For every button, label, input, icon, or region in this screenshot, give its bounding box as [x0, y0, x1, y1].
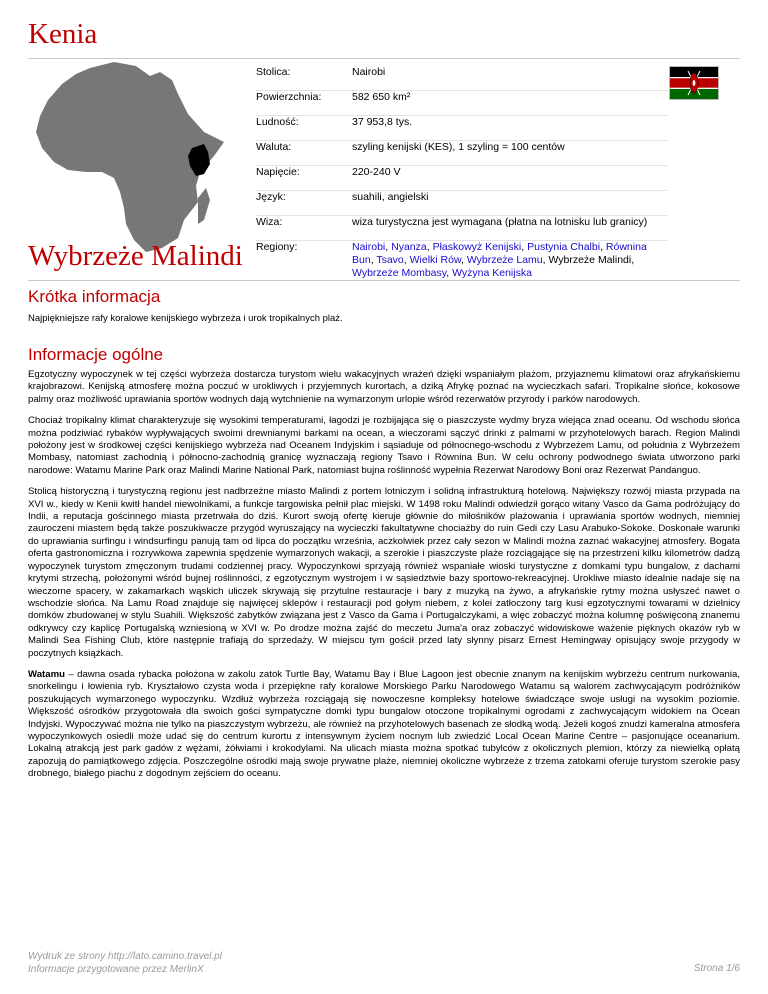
- footer-author-line: Informacje przygotowane przez MerlinX: [28, 964, 204, 975]
- region-link: Wybrzeże Malindi: [548, 254, 632, 266]
- fact-row: [256, 141, 668, 166]
- footer-source-line: Wydruk ze strony http://lato.camino.travel.pl: [28, 951, 222, 962]
- fact-label: Ludność:: [256, 116, 299, 128]
- footer-source: [28, 950, 222, 976]
- fact-label: Napięcie:: [256, 166, 300, 178]
- fact-label: Stolica:: [256, 66, 291, 78]
- region-link[interactable]: Pustynia Chalbi: [527, 241, 601, 253]
- fact-value: 37 953,8 tys.: [352, 116, 413, 128]
- fact-value: 582 650 km²: [352, 91, 411, 103]
- short-info-text: Najpiękniejsze rafy koralowe kenijskiego wybrzeża i urok tropikalnych plaż.: [28, 313, 343, 324]
- country-facts-table: [256, 66, 668, 280]
- region-link[interactable]: Tsavo: [376, 254, 404, 266]
- place-title: Wybrzeże Malindi: [28, 240, 243, 272]
- regions-list: Nairobi, Nyanza, Płaskowyż Kenijski, Pustynia Chalbi, Równina Bun, Tsavo, Wielki Rów, Wybrzeże Lamu, Wybrzeże Malindi, Wybrzeże Mombasy, Wyżyna Kenijska: [352, 241, 647, 279]
- fact-value: 220-240 V: [352, 166, 401, 178]
- fact-label: Powierzchnia:: [256, 91, 322, 103]
- country-title: Kenia: [28, 18, 98, 50]
- fact-label: Regiony:: [256, 241, 298, 253]
- fact-label: Język:: [256, 191, 286, 203]
- paragraph-watamu: [28, 669, 740, 781]
- fact-value: wiza turystyczna jest wymagana (płatna na lotnisku lub granicy): [352, 216, 648, 228]
- fact-row: [256, 66, 668, 91]
- region-link[interactable]: Nyanza: [391, 241, 427, 253]
- fact-row: [256, 116, 668, 141]
- kenya-flag-icon: [669, 66, 719, 100]
- fact-value: szyling kenijski (KES), 1 szyling = 100 centów: [352, 141, 565, 153]
- footer-page-number: Strona 1/6: [693, 963, 740, 974]
- watamu-bold-label: Watamu: [28, 668, 65, 680]
- paragraph: Chociaż tropikalny klimat charakteryzuje się wysokimi temperaturami, łagodzi je rozbijająca się o piaszczyste wydmy bryza wiejąca znad oceanu. Od wschodu słońca można podziwiać rybaków wypływających swoimi drewnianymi barkami na ocean, a wieczorami sączyć drinki z palmami w przyhotelowych barach. Region Malindi położony jest w środkowej części kenijskiego wybrzeża nad Oceanem Indyjskim i sąsiaduje od północnego-wschodu z Wybrzeżem Lamu, od południa z Wybrzeżem Mombasy, natomiast zachodnią i północno-zachodnią granicę wyznaczają regiony Tsavo i Równina Bun. W celu ochrony podwodnego świata utworzono parki narodowe: Watamu Marine Park oraz Malindi Marine National Park, natomiast bujna roślinność wypełnia Rezerwat Narodowy Boni oraz Rezerwat Pandanguo.: [28, 415, 740, 476]
- watamu-text: – dawna osada rybacka położona w zakolu zatok Turtle Bay, Watamu Bay i Blue Lagoon jest obecnie znanym na kenijskim wybrzeżu centrum nurkowania, snorkelingu i łowienia ryb. Kryształowo czysta woda i przepiękne rafy koralowe Morskiego Parku Narodowego Watamu są walorem zachwycającym podróżników poszukujących wymarzonego wypoczynku. Wzdłuż wybrzeża rozciągają się nowoczesne kompleksy hotelowe świadczące swoje usługi na wysokim poziomie. Większość ośrodków przygotowała dla swoich gości sympatyczne domki typu bungalow otoczone tropikalnymi ogrodami z zachwycającym widokiem na Ocean Indyjski. Wypoczywać można nie tylko na piaszczystym wybrzeżu, ale również na przyhotelowych basenach ze słodką wodą. Jeżeli kogoś znudzi kameralna atmosfera wypoczynkowych osiedli może udać się do centrum kurortu z intensywnym życiem nocnym lub zwiedzić Local Ocean Marine Centre – pasjonujące oceanarium. Lokalną atrakcją jest park gadów z wężami, żółwiami i krokodylami. Na ulicach miasta można spotkać tubylców z okolicznych plemion, którzy za niewielką opłatą zapozują do pamiątkowego zdjęcia. Poszczególne ośrodki mają swoje prywatne plaże, niemniej okoliczne wybrzeże z trzema zatokami oferuje turystom szerokie pasy drobnego, białego piachu z dogodnym zejściem do oceanu.: [28, 668, 740, 780]
- paragraph: Egzotyczny wypoczynek w tej części wybrzeża dostarcza turystom wielu wakacyjnych wrażeń dzięki wspaniałym plażom, przyjaznemu klimatowi oraz afrykańskiemu krajobrazowi. Kenijską atmosferę można poczuć w urokliwych i przyjemnych kurortach, a dziką Afrykę poznać na wycieczkach safari. Tropikalne słońce, kokosowe palmy oraz możliwość uprawiania sportów wodnych dają wytchnienie na wymarzonym urlopie wśród rezerwatów przyrody i parków narodowych.: [28, 369, 740, 405]
- region-link[interactable]: Wybrzeże Mombasy: [352, 267, 447, 279]
- fact-row: [256, 191, 668, 216]
- region-link[interactable]: Wielki Rów: [409, 254, 461, 266]
- fact-row: [256, 216, 668, 241]
- region-link[interactable]: Wyżyna Kenijska: [452, 267, 532, 279]
- africa-map-icon: [28, 60, 238, 260]
- fact-value: Nairobi: [352, 66, 386, 78]
- fact-row-regions: [256, 241, 668, 281]
- general-info-body: [28, 369, 740, 790]
- region-link[interactable]: Równina Bun: [352, 241, 647, 266]
- region-link[interactable]: Nairobi: [352, 241, 386, 253]
- fact-label: Wiza:: [256, 216, 283, 228]
- place-divider: [28, 280, 740, 281]
- paragraph: Stolicą historyczną i turystyczną regionu jest nadbrzeżne miasto Malindi z portem lotniczym i solidną infrastrukturą hotelową. Największy rozwój miasta przypada na XVI w., kiedy w Kenii kwitł handel niewolnikami, a funkcje targowiska pełnił plac miejski. W 1498 roku Malindi odwiedził gorąco witany Vasco da Gama podróżujący do Indii, a reputacja gościnnego miasta przetrwała do dziś. Kurort swoją ofertę kieruje głównie do miłośników plażowania i uprawiania sportów wodnych, niemniej zauroczeni miastem będą także poszukiwacze przygód wyruszający na wycieczki fakultatywne chociażby do ruin Gedi czy Lasu Arabuko-Sokoke. Doskonałe warunki do uprawiania surfingu i windsurfingu panują tam od lipca do początku września, aczkolwiek przez cały sezon w Malindi można zaznać wakacyjnej atmosfery. Bogata oferta gastronomiczna i rozrywkowa zapewnia spędzenie wymarzonych wakacji, a szerokie i piaszczyste plaże rozciągające się na przestrzeni kilku kilometrów dadzą wypoczynek turystom zmęczonym trudami codziennej pracy. Wypoczynkowi sprzyają również wspaniałe wioski turystyczne z domkami typu bungalow, z dachami krytymi strzechą, położonymi wśród bujnej roślinności, z egzotycznym wystrojem i w sąsiedztwie bazy sportowo-rekreacyjnej. Urokliwe miasto idealnie nadaje się na wieczorne spacery, w zakamarkach wąskich uliczek skrywają się przytulne restauracje i bary z muzyką na żywo, a afrykańskie rytmy można usłyszeć nawet o wschodzie słońca. Na Lamu Road znajduje się najwięcej sklepów i restauracji pod gołym niebem, z kolei zatłoczony targ kusi egzotycznymi towarami w dzielnicy domków zbudowanej w stylu Suahili. Większość zabytków związana jest z Vasco da Gama i Portugalczykami, a więc zobaczyć można kolumnę poświęconą znanemu odkrywcy czy kaplicę Portugalską wzniesioną w XVI w. Po drodze można zajść do meczetu Juma'a oraz zobaczyć widowiskowe ważenie pięknych okazów ryb w Malindi Sea Fishing Club, które następnie trafiają do sprzedaży. W miejscu tym gościł przed laty słynny pisarz Ernest Hemingway opisujący swoje przygody w poczytnych książkach.: [28, 486, 740, 659]
- region-link[interactable]: Wybrzeże Lamu: [466, 254, 543, 266]
- region-link[interactable]: Płaskowyż Kenijski: [432, 241, 522, 253]
- fact-label: Waluta:: [256, 141, 292, 153]
- general-info-heading: Informacje ogólne: [28, 345, 164, 364]
- short-info-heading: Krótka informacja: [28, 287, 161, 306]
- fact-value: suahili, angielski: [352, 191, 429, 203]
- fact-row: [256, 166, 668, 191]
- fact-row: [256, 91, 668, 116]
- title-divider: [28, 58, 740, 59]
